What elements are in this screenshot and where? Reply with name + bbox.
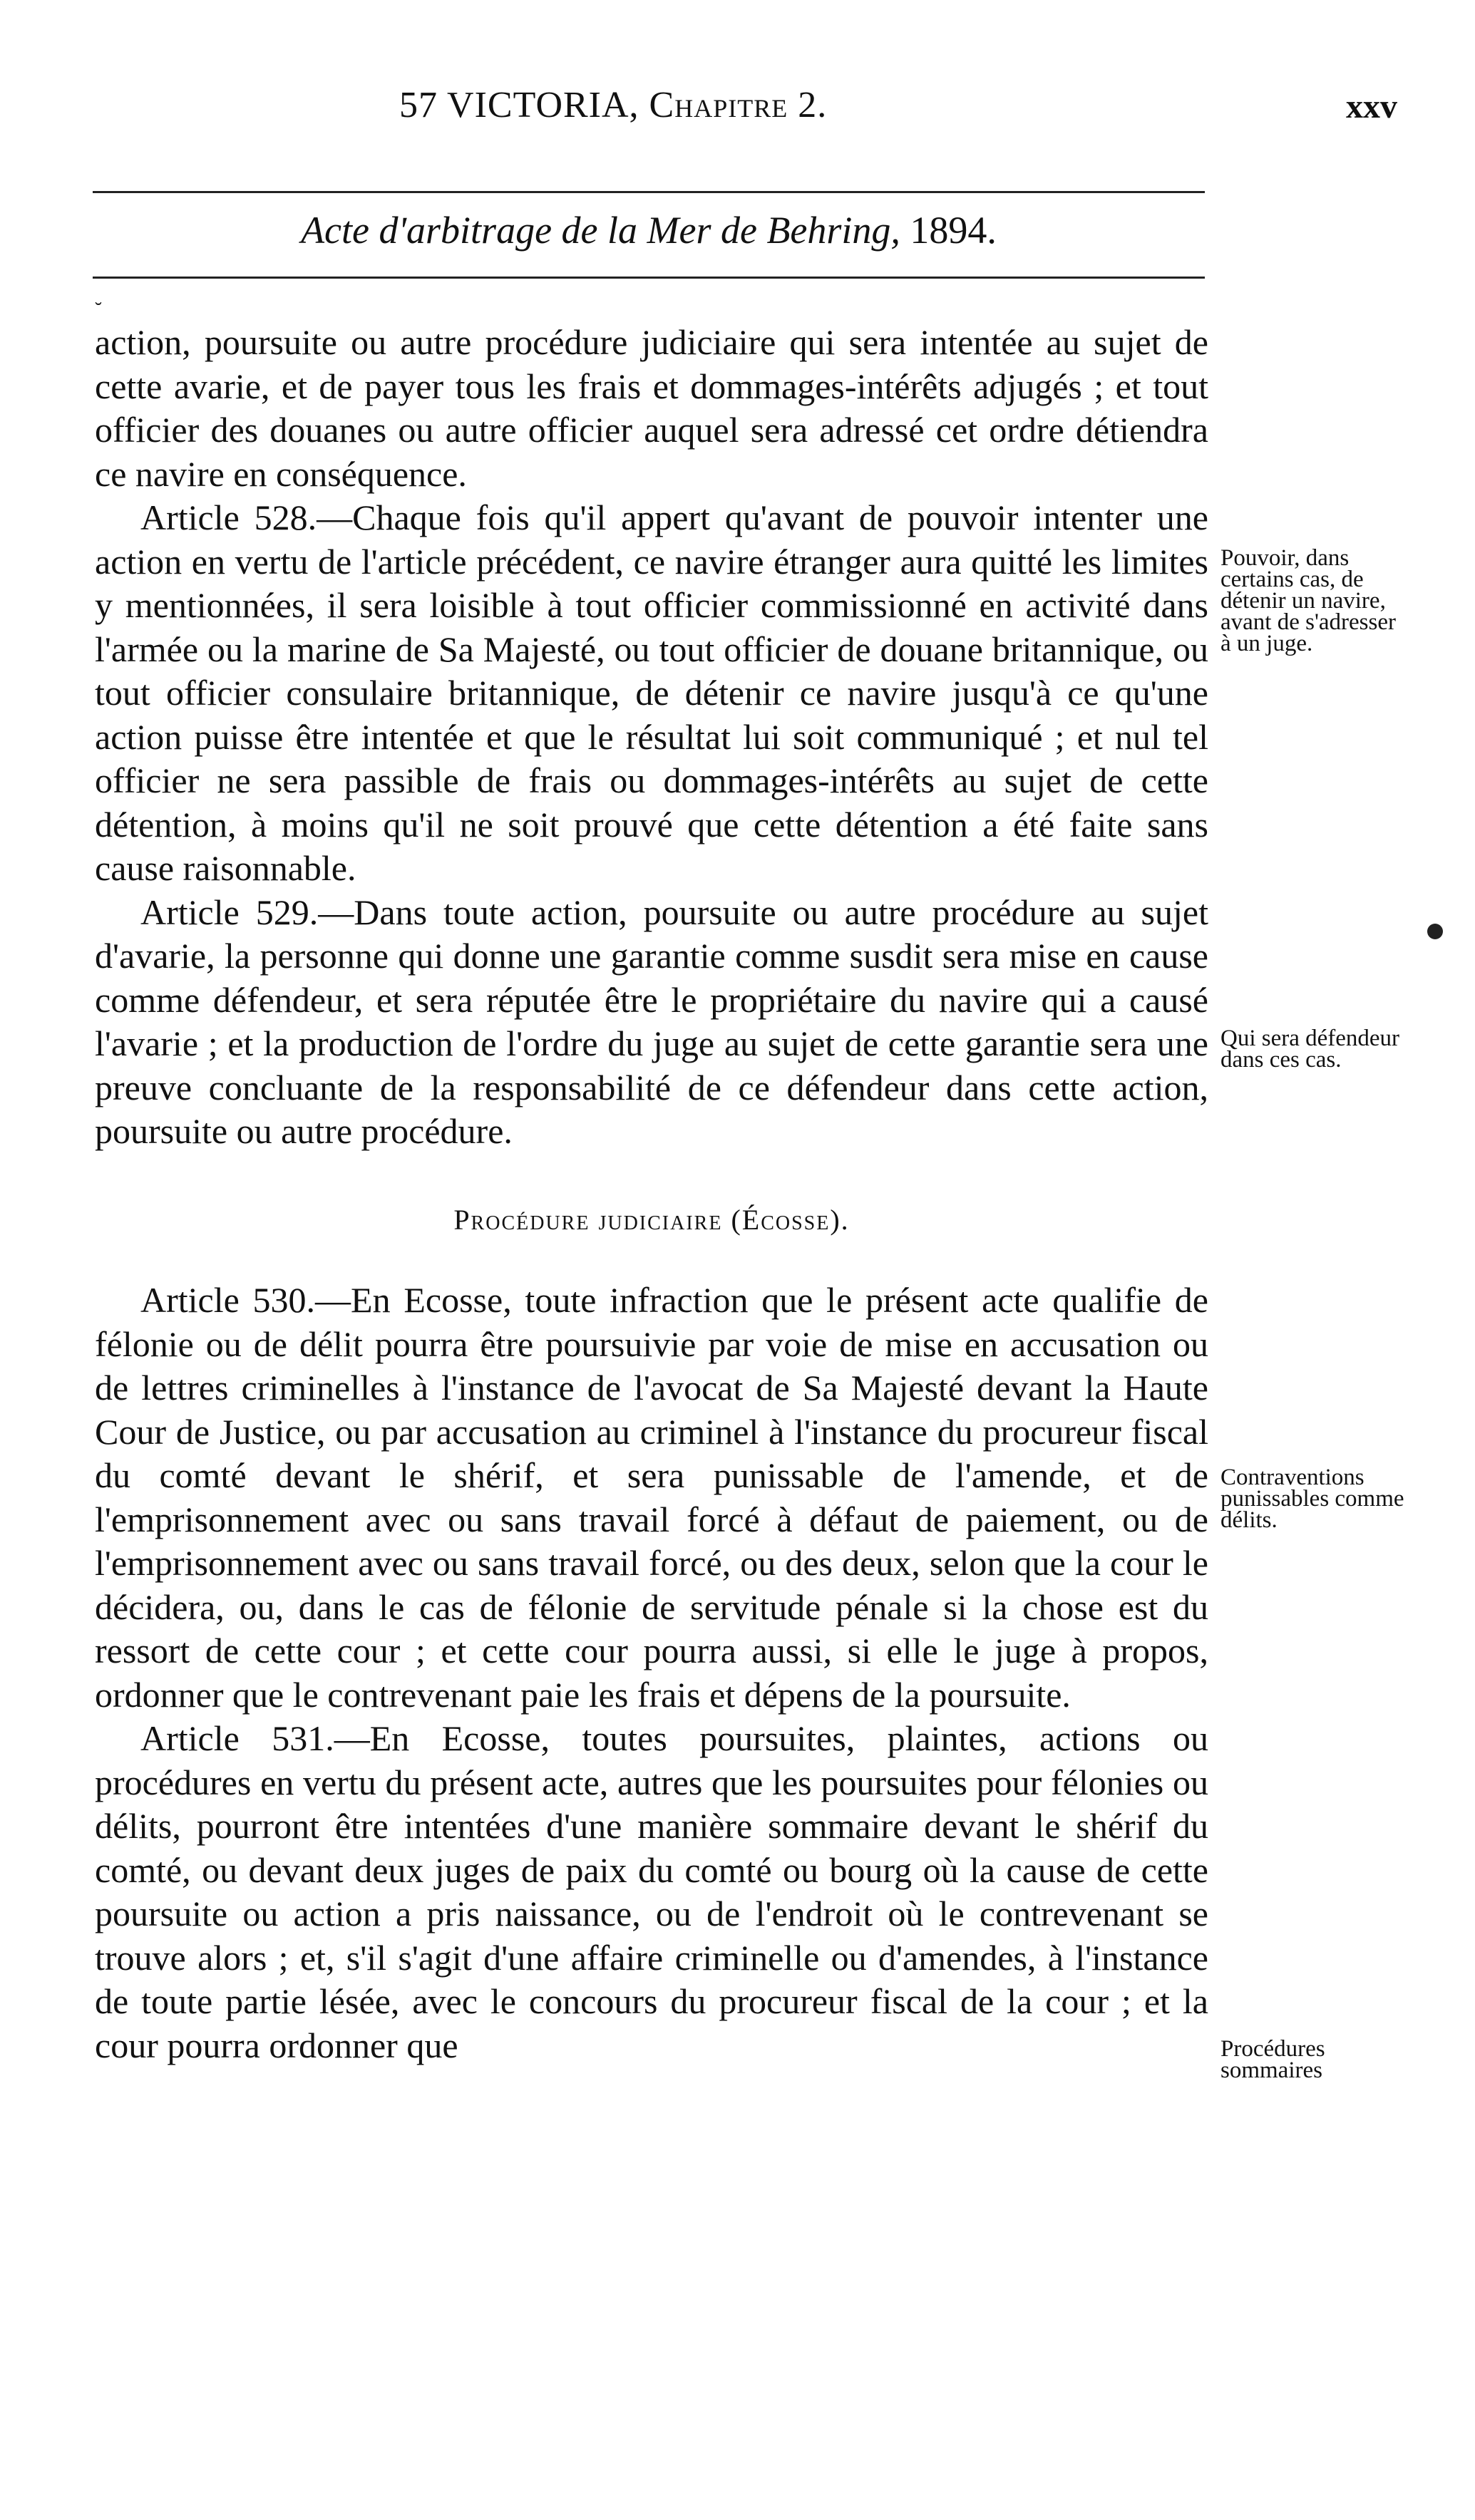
section-heading-text: Procédure judiciaire (Écosse). (453, 1203, 850, 1236)
paragraph-continuation: action, poursuite ou autre procédure judiciaire qui sera intentée au sujet de cette avarie, et de payer tous les frais et dommages-intérêts adjugés ; et tout officier des douanes ou autre officier auquel sera adressé cet ordre détiendra ce navire en conséquence. (95, 322, 1208, 494)
running-title-main: 57 VICTORIA, (399, 85, 639, 125)
margin-note-530: Contraventions punissables comme délits. (1220, 1465, 1404, 1533)
header-rule-bottom (93, 277, 1205, 279)
body-text (95, 321, 1208, 2067)
running-title-chapter: Chapitre 2. (649, 85, 828, 125)
paragraph-article-530: Article 530.—En Ecosse, toute infraction que le présent acte qualifie de félonie ou de délit pourra être poursuivie par voie de mise en accusation ou de lettres criminelles à l'instance de l'avocat de Sa Majesté devant la Haute Cour de Justice, ou par accusation au criminel à l'instance du procureur fiscal du comté devant le shérif, et sera punissable de l'amende, et de l'emprisonnement avec ou sans travail forcé à défaut de paiement, ou de l'emprisonnement avec ou sans travail forcé, ou des deux, selon que la cour le décidera, ou, dans le cas de félonie de servitude pénale si la chose est du ressort de cette cour ; et cette cour pourra aussi, si elle le juge à propos, ordonner que le contrevenant paie les frais et dépens de la poursuite. (95, 1280, 1208, 1715)
paragraph-article-531: Article 531.—En Ecosse, toutes poursuites, plaintes, actions ou procédures en vertu du présent acte, autres que les poursuites pour félonies ou délits, pourront être intentées d'une manière sommaire devant le shérif du comté, ou devant deux juges de paix du comté ou bourg où la cause de cette poursuite ou action a pris naissance, ou de l'endroit où le contrevenant se trouve alors ; et, s'il s'agit d'une affaire criminelle ou d'amendes, à l'instance de toute partie lésée, avec le concours du procureur fiscal de la cour ; et la cour pourra ordonner que (95, 1718, 1208, 2065)
ink-blot (1427, 924, 1443, 939)
section-heading (95, 1198, 1208, 1242)
margin-note-531: Procédures sommaires (1220, 2036, 1325, 2083)
margin-note-528: Pouvoir, dans certains cas, de détenir un navire, avant de s'adresser à un juge. (1220, 545, 1397, 656)
act-title-text: Acte d'arbitrage de la Mer de Behring, (301, 209, 900, 252)
paragraph-article-528: Article 528.—Chaque fois qu'il appert qu'avant de pouvoir intenter une action en vertu de l'article précédent, ce navire étranger aura quitté les limites y mentionnées, il sera loisible à tout officier commissionné en activité dans l'armée ou la marine de Sa Majesté, ou tout officier de douane britannique, ou tout officier consulaire britannique, de détenir ce navire jusqu'à ce qu'une action puisse être intentée et que le résultat lui soit communiqué ; et nul tel officier ne sera passible de frais ou dommages-intérêts au sujet de cette détention, à moins qu'il ne soit prouvé que cette détention a été faite sans cause raisonnable. (95, 497, 1208, 888)
running-title (399, 84, 827, 126)
header-rule-top (93, 191, 1205, 193)
act-year: 1894. (910, 209, 997, 252)
running-head (0, 84, 1475, 141)
margin-note-529: Qui sera défendeur dans ces cas. (1220, 1026, 1400, 1073)
paragraph-article-529: Article 529.—Dans toute action, poursuite ou autre procédure au sujet d'avarie, la personne qui donne une garantie comme susdit sera mise en cause comme défendeur, et sera réputée être le propriétaire du navire qui a causé l'avarie ; et la production de l'ordre du juge au sujet de cette garantie sera une preuve concluante de la responsabilité de ce défendeur dans cette action, poursuite ou autre procédure. (95, 892, 1208, 1151)
act-title (0, 208, 1297, 252)
stray-ink-mark: ˘ (95, 298, 102, 321)
page-number: xxv (1346, 88, 1397, 125)
